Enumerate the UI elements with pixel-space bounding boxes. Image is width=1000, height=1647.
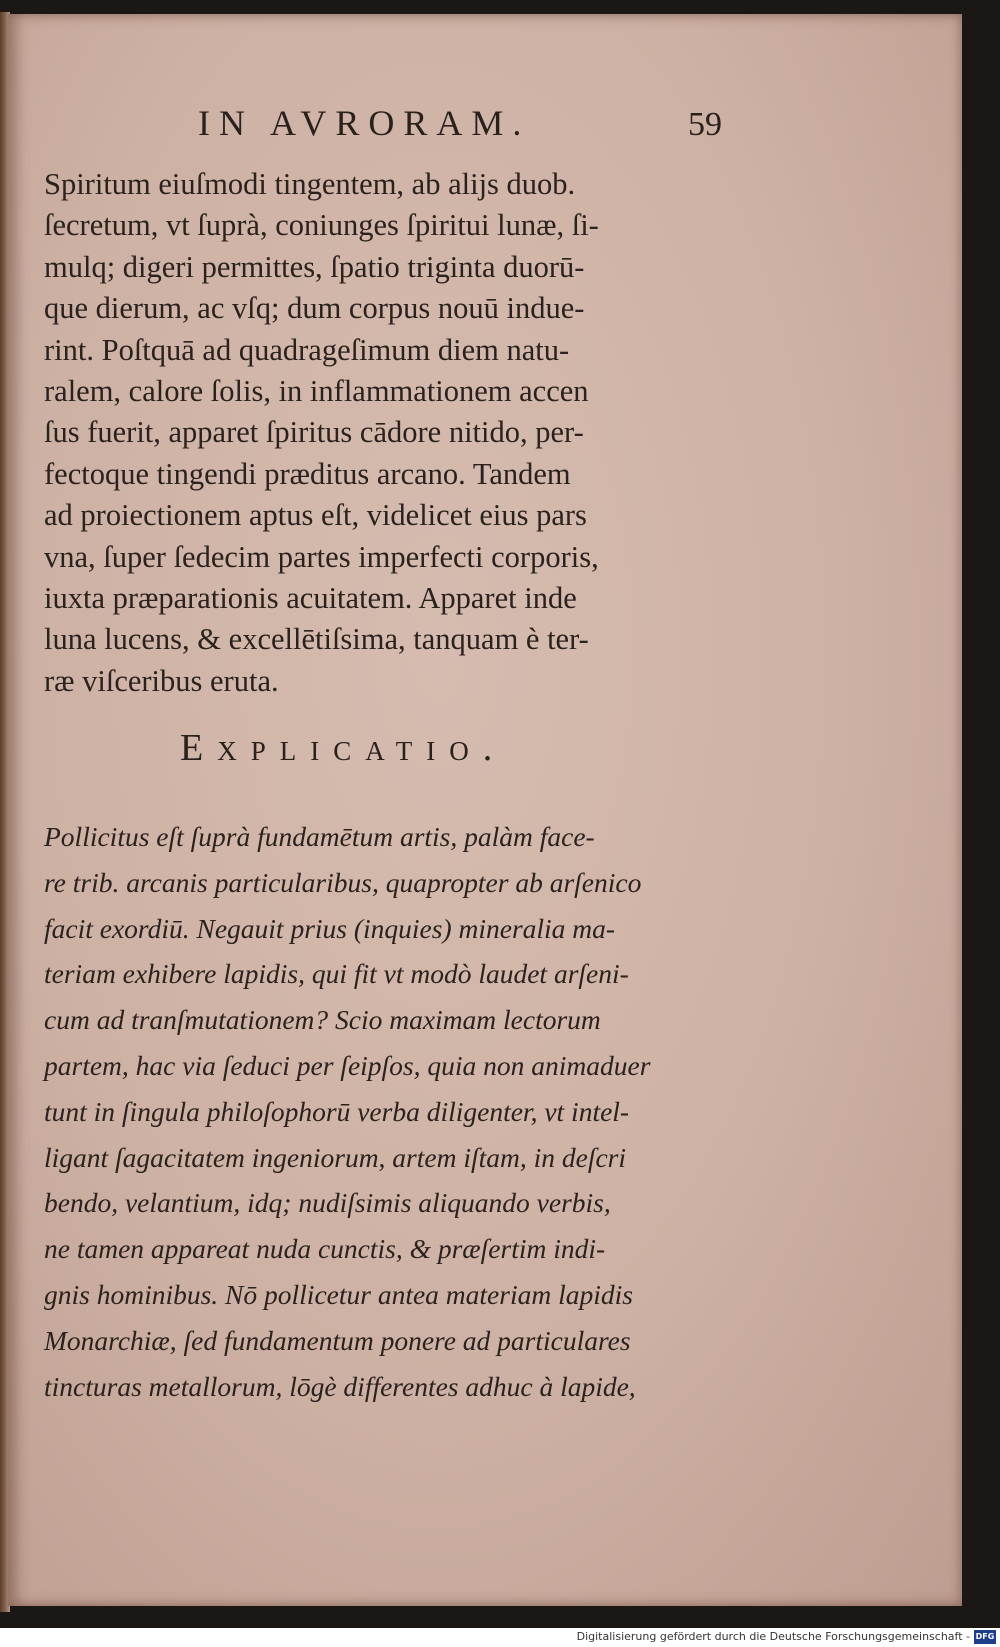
text-line: ne tamen appareat nuda cunctis, & præſertim indi- xyxy=(44,1233,606,1265)
text-line: luna lucens, & excellētiſsima, tanquam è ter- xyxy=(44,622,589,657)
text-line: Spiritum eiuſmodi tingentem, ab alijs duob. xyxy=(44,167,576,201)
book-page xyxy=(8,14,962,1606)
footer-bar xyxy=(0,1628,1000,1647)
section-heading: Explicatio. xyxy=(180,727,507,769)
text-line: Monarchiæ, ſed fundamentum ponere ad particulares xyxy=(44,1324,631,1356)
text-line: facit exordiū. Negauit prius (inquies) mineralia ma- xyxy=(44,912,616,944)
text-line: iuxta præparationis acuitatem. Apparet inde xyxy=(44,581,577,616)
roman-text-block xyxy=(44,164,734,702)
text-line: bendo, velantium, idq; nudiſsimis aliquando verbis, xyxy=(44,1187,611,1219)
text-line: tunt in ſingula philoſophorū verba diligenter, vt intel- xyxy=(44,1095,630,1127)
text-line: teriam exhibere lapidis, qui fit vt modò laudet arſeni- xyxy=(44,958,629,990)
italic-commentary-block xyxy=(44,814,734,1409)
text-line: ralem, calore ſolis, in inflammationem accen xyxy=(44,374,589,409)
text-line: tincturas metallorum, lōgè differentes adhuc à lapide, xyxy=(44,1370,636,1402)
text-line: ſecretum, vt ſuprà, coniunges ſpiritui lunæ, ſi- xyxy=(44,208,599,243)
text-line: vna, ſuper ſedecim partes imperfecti corporis, xyxy=(44,539,599,574)
text-line: cum ad tranſmutationem? Scio maximam lectorum xyxy=(44,1004,601,1036)
text-line: ligant ſagacitatem ingeniorum, artem iſtam, in deſcri xyxy=(44,1141,627,1173)
dfg-logo: DFG xyxy=(974,1630,996,1644)
running-head: IN AVRORAM. xyxy=(198,103,531,143)
text-line: gnis hominibus. Nō pollicetur antea materiam lapidis xyxy=(44,1278,633,1310)
text-line: ad proiectionem aptus eſt, videlicet eius pars xyxy=(44,498,587,533)
text-line: rint. Poſtquā ad quadrageſimum diem natu- xyxy=(44,332,570,367)
text-line: partem, hac via ſeduci per ſeipſos, quia non animaduer xyxy=(44,1049,651,1081)
text-line: ſus fuerit, apparet ſpiritus cādore nitido, per- xyxy=(44,415,584,450)
text-line: ræ viſceribus eruta. xyxy=(44,663,279,698)
text-line: re trib. arcanis particularibus, quapropter ab arſenico xyxy=(44,866,642,898)
text-line: fectoque tingendi præditus arcano. Tandem xyxy=(44,456,571,491)
text-line: Pollicitus eſt ſuprà fundamētum artis, palàm face- xyxy=(44,821,595,852)
funding-credit: Digitalisierung gefördert durch die Deutsche Forschungsgemeinschaft - xyxy=(576,1630,970,1643)
text-line: mulq; digeri permittes, ſpatio triginta duorū- xyxy=(44,249,585,284)
text-line: que dierum, ac vſq; dum corpus nouū indue- xyxy=(44,291,585,326)
page-number: 59 xyxy=(688,106,722,143)
